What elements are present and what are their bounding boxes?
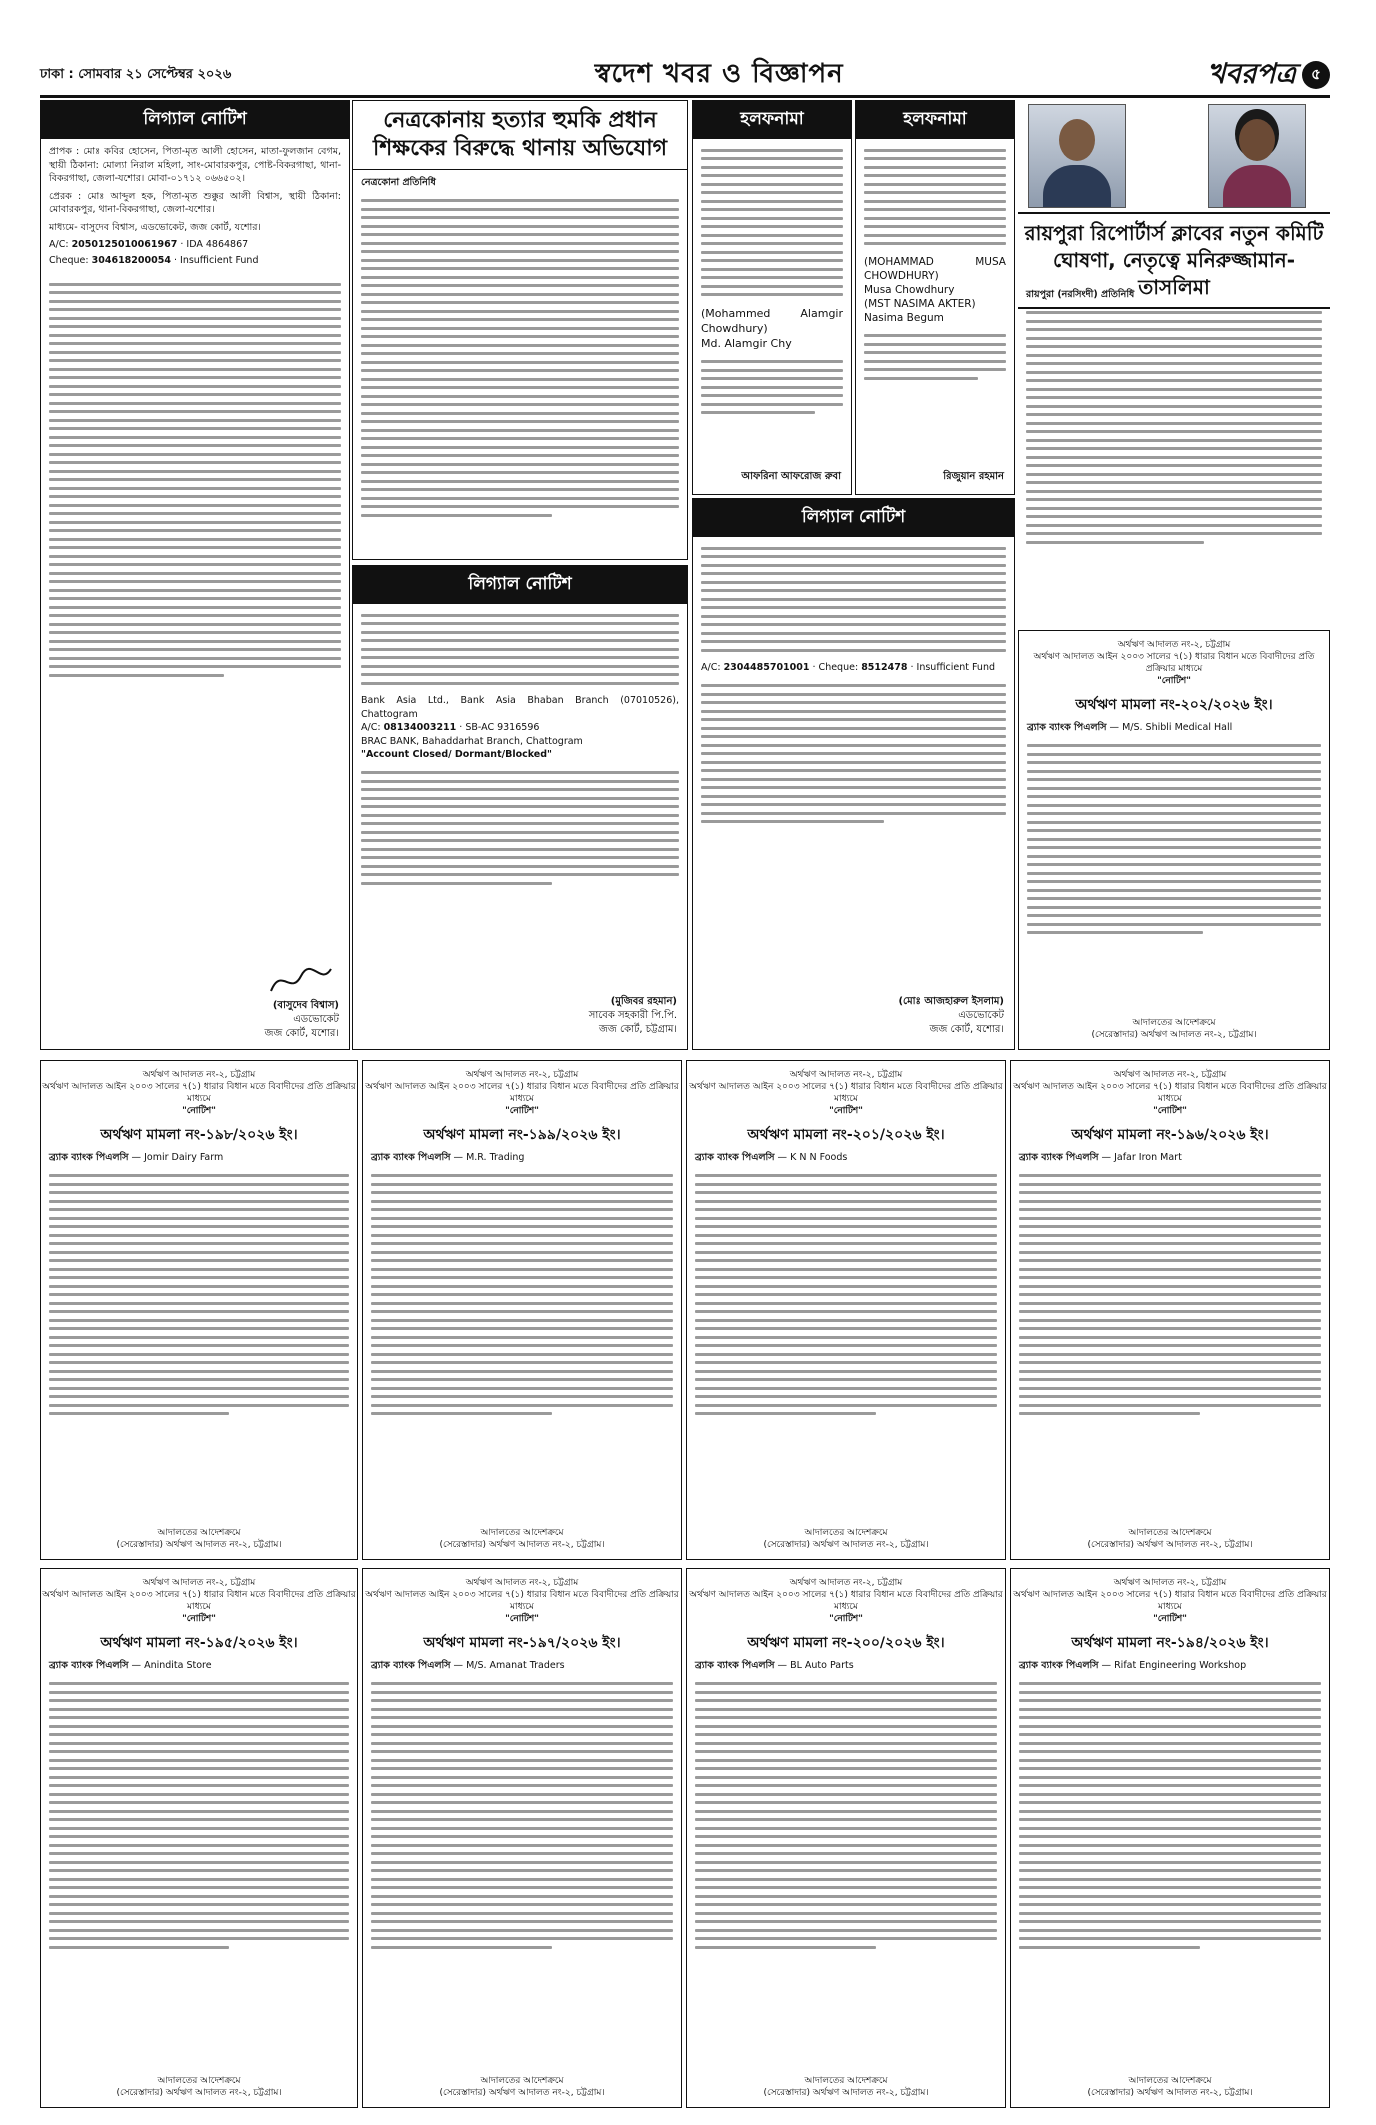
court-notice-case-8: অর্থঋণ আদালত নং-২, চট্টগ্রাম অর্থঋণ আদালত আইন ২০০৩ সালের ৭(১) ধারার বিধান মতে বিবাদীদের প্রতি প্রক্রিয়ার মাধ্যমে "নোটিশ" অর্থঋণ মামলা নং-২০০/২০২৬ ইং। ব্র্যাক ব্যাংক পিএলসি — BL Auto Parts আদালতের আদেশক্রমে (সেরেস্তাদার) অর্থঋণ আদালত নং-২, চট্টগ্রাম। (686, 1568, 1006, 2108)
bank-name-2: BRAC BANK, Bahaddarhat Branch, Chattogram (361, 735, 583, 747)
court-notice-label: "নোটিশ" (829, 1614, 863, 1624)
case-text-lines (1011, 1673, 1329, 1959)
court-name: অর্থঋণ আদালত নং-২, চট্টগ্রাম (1113, 1070, 1227, 1080)
case-plaintiff: ব্র্যাক ব্যাংক পিএলসি (1019, 1660, 1099, 1671)
case-defendant: Jafar Iron Mart (1114, 1152, 1182, 1163)
signatory-court: জজ কোর্ট, চট্টগ্রাম। (598, 1024, 677, 1035)
court-order: আদালতের আদেশক্রমে (804, 2076, 888, 2086)
affidavit-names (693, 306, 851, 351)
signatory-name: (মোঃ আজহারুল ইসলাম) (898, 996, 1004, 1007)
case-defendant: BL Auto Parts (790, 1660, 854, 1671)
court-notice-label: "নোটিশ" (1157, 676, 1191, 686)
affidavit-name-1: (Mohammed Alamgir Chowdhury) (701, 306, 843, 335)
court-notice-label: "নোটিশ" (1153, 1106, 1187, 1116)
court-name: অর্থঋণ আদালত নং-২, চট্টগ্রাম (465, 1578, 579, 1588)
court-order: আদালতের আদেশক্রমে (1128, 2076, 1212, 2086)
case-plaintiff: ব্র্যাক ব্যাংক পিএলসি (695, 1152, 775, 1163)
notice-body: প্রাপক : মোঃ কবির হোসেন, পিতা-মৃত আলী হোসেন, মাতা-ফুলজান বেগম, স্থায়ী ঠিকানা: মোল্যা নিরাল মহিলা, সাং-মোবারকপুর, পোষ্ট-বিকরগাছা, থানা-বিকরগাছা, জেলা-যশোর। মোবা-০১৭১২ ০৬৬৫০২। প্রেরক : মোঃ আব্দুল হক, পিতা-মৃত শুক্কুর আলী বিশ্বাস, স্থায়ী ঠিকানা: মোবারকপুর, থানা-বিকরগাছা, জেলা-যশোর। মাধ্যমে- বাসুদেব বিশ্বাস, এডভোকেট, জজ কোর্ট, যশোর। A/C: 2050125010061967 · IDA 4864867 Cheque: 304618200054 · Insufficient Fund (49, 146, 341, 266)
court-law: অর্থঋণ আদালত আইন ২০০৩ সালের ৭(১) ধারার বিধান মতে বিবাদীদের প্রতি প্রক্রিয়ার মাধ্যমে (365, 1082, 679, 1104)
court-name: অর্থঋণ আদালত নং-২, চট্টগ্রাম (465, 1070, 579, 1080)
bounce-reason: "Account Closed/ Dormant/Blocked" (361, 749, 552, 760)
affidavit-header: হলফনামা (856, 101, 1014, 139)
photo-secretary (1208, 104, 1306, 208)
court-notice-case-7: অর্থঋণ আদালত নং-২, চট্টগ্রাম অর্থঋণ আদালত আইন ২০০৩ সালের ৭(১) ধারার বিধান মতে বিবাদীদের প্রতি প্রক্রিয়ার মাধ্যমে "নোটিশ" অর্থঋণ মামলা নং-১৯৭/২০২৬ ইং। ব্র্যাক ব্যাংক পিএলসি — M/S. Amanat Traders আদালতের আদেশক্রমে (সেরেস্তাদার) অর্থঋণ আদালত নং-২, চট্টগ্রাম। (362, 1568, 682, 2108)
court-order: আদালতের আদেশক্রমে (1132, 1018, 1216, 1028)
court-order: আদালতের আদেশক্রমে (157, 1528, 241, 1538)
legal-notice-3 (692, 498, 1015, 1050)
court-order: আদালতের আদেশক্রমে (157, 2076, 241, 2086)
notice-header: লিগ্যাল নোটিশ (353, 566, 687, 604)
court-name: অর্থঋণ আদালত নং-২, চট্টগ্রাম (142, 1578, 256, 1588)
case-title: অর্থঋণ মামলা নং-১৯৯/২০২৬ ইং। (423, 1127, 621, 1143)
notice-text-lines (41, 273, 349, 686)
affidavit-text-lines (856, 139, 1014, 255)
court-name: অর্থঋণ আদালত নং-২, চট্টগ্রাম (1117, 640, 1231, 650)
court-law: অর্থঋণ আদালত আইন ২০০৩ সালের ৭(১) ধারার বিধান মতে বিবাদীদের প্রতি প্রক্রিয়ার মাধ্যমে (42, 1590, 356, 1612)
court-notice-case-1: অর্থঋণ আদালত নং-২, চট্টগ্রাম অর্থঋণ আদালত আইন ২০০৩ সালের ৭(১) ধারার বিধান মতে বিবাদীদের প্রতি প্রক্রিয়ার মাধ্যমে "নোটিশ" অর্থঋণ মামলা নং-২০২/২০২৬ ইং। ব্র্যাক ব্যাংক পিএলসি — M/S. Shibli Medical Hall আদালতের আদেশক্রমে (সেরেস্তাদার) অর্থঋণ আদালত নং-২, চট্টগ্রাম। (1018, 630, 1330, 1050)
news-raipura (1018, 100, 1330, 625)
notice-via: মাধ্যমে- বাসুদেব বিশ্বাস, এডভোকেট, জজ কোর্ট, যশোর। (49, 221, 261, 233)
case-text-lines (687, 1673, 1005, 1959)
legal-notice-1 (40, 100, 350, 1050)
court-clerk: (সেরেস্তাদার) অর্থঋণ আদালত নং-২, চট্টগ্রাম। (1091, 1030, 1257, 1040)
legal-notice-2 (352, 565, 688, 1050)
affidavit-signatory: রিজুয়ান রহমান (943, 471, 1004, 482)
court-notice-label: "নোটিশ" (1153, 1614, 1187, 1624)
court-notice-label: "নোটিশ" (182, 1106, 216, 1116)
page-number: ৫ (1302, 61, 1330, 89)
affidavit-name-2: Md. Alamgir Chy (701, 336, 792, 350)
news-text-lines (1018, 302, 1330, 554)
court-notice-case-3: অর্থঋণ আদালত নং-২, চট্টগ্রাম অর্থঋণ আদালত আইন ২০০৩ সালের ৭(১) ধারার বিধান মতে বিবাদীদের প্রতি প্রক্রিয়ার মাধ্যমে "নোটিশ" অর্থঋণ মামলা নং-১৯৯/২০২৬ ইং। ব্র্যাক ব্যাংক পিএলসি — M.R. Trading আদালতের আদেশক্রমে (সেরেস্তাদার) অর্থঋণ আদালত নং-২, চট্টগ্রাম। (362, 1060, 682, 1560)
affidavit-name-3: (MST NASIMA AKTER) (864, 297, 976, 310)
court-law: অর্থঋণ আদালত আইন ২০০৩ সালের ৭(১) ধারার বিধান মতে বিবাদীদের প্রতি প্রক্রিয়ার মাধ্যমে (1033, 652, 1315, 674)
account-number: 08134003211 (383, 722, 457, 733)
court-law: অর্থঋণ আদালত আইন ২০০৩ সালের ৭(১) ধারার বিধান মতে বিবাদীদের প্রতি প্রক্রিয়ার মাধ্যমে (365, 1590, 679, 1612)
affidavit-1 (692, 100, 852, 495)
bounce-reason: Insufficient Fund (916, 662, 995, 673)
court-notice-label: "নোটিশ" (829, 1106, 863, 1116)
court-clerk: (সেরেস্তাদার) অর্থঋণ আদালত নং-২, চট্টগ্রাম। (763, 2088, 929, 2098)
news-byline: রায়পুরা (নরসিংদী) প্রতিনিধি (1026, 289, 1135, 300)
logo-text: খবরপত্র (1207, 56, 1296, 90)
court-name: অর্থঋণ আদালত নং-২, চট্টগ্রাম (789, 1578, 903, 1588)
cheque-number: 8512478 (861, 662, 908, 673)
case-title: অর্থঋণ মামলা নং-২০২/২০২৬ ইং। (1075, 697, 1273, 713)
notice-text-lines (693, 537, 1014, 661)
court-notice-case-5: অর্থঋণ আদালত নং-২, চট্টগ্রাম অর্থঋণ আদালত আইন ২০০৩ সালের ৭(১) ধারার বিধান মতে বিবাদীদের প্রতি প্রক্রিয়ার মাধ্যমে "নোটিশ" অর্থঋণ মামলা নং-১৯৬/২০২৬ ইং। ব্র্যাক ব্যাংক পিএলসি — Jafar Iron Mart আদালতের আদেশক্রমে (সেরেস্তাদার) অর্থঋণ আদালত নং-২, চট্টগ্রাম। (1010, 1060, 1330, 1560)
notice-text-lines-2 (693, 675, 1014, 833)
court-clerk: (সেরেস্তাদার) অর্থঋণ আদালত নং-২, চট্টগ্রাম। (1087, 1540, 1253, 1550)
court-notice-label: "নোটিশ" (505, 1106, 539, 1116)
case-plaintiff: ব্র্যাক ব্যাংক পিএলসি (371, 1152, 451, 1163)
case-plaintiff: ব্র্যাক ব্যাংক পিএলসি (49, 1152, 129, 1163)
notice-text-lines (353, 604, 687, 694)
cheque-number: 304618200054 (91, 254, 171, 266)
notice-bank-details: A/C: 2304485701001 · Cheque: 8512478 · Insufficient Fund (701, 662, 995, 673)
case-text-lines (1019, 735, 1329, 944)
court-clerk: (সেরেস্তাদার) অর্থঋণ আদালত নং-২, চট্টগ্রাম। (116, 2088, 282, 2098)
case-defendant: M/S. Shibli Medical Hall (1122, 722, 1233, 733)
court-name: অর্থঋণ আদালত নং-২, চট্টগ্রাম (789, 1070, 903, 1080)
photo-president (1028, 104, 1126, 208)
news-byline: নেত্রকোনা প্রতিনিধি (361, 177, 436, 188)
court-law: অর্থঋণ আদালত আইন ২০০৩ সালের ৭(১) ধারার বিধান মতে বিবাদীদের প্রতি প্রক্রিয়ার মাধ্যমে (1013, 1082, 1327, 1104)
issue-date: ঢাকা : সোমবার ২১ সেপ্টেম্বর ২০২৬ (40, 66, 232, 82)
case-title: অর্থঋণ মামলা নং-২০০/২০২৬ ইং। (747, 1635, 945, 1651)
news-text-lines (353, 190, 687, 527)
affidavit-names (856, 255, 1014, 325)
court-clerk: (সেরেস্তাদার) অর্থঋণ আদালত নং-২, চট্টগ্রাম। (439, 2088, 605, 2098)
case-text-lines (363, 1673, 681, 1959)
court-name: অর্থঋণ আদালত নং-২, চট্টগ্রাম (142, 1070, 256, 1080)
court-notice-case-9: অর্থঋণ আদালত নং-২, চট্টগ্রাম অর্থঋণ আদালত আইন ২০০৩ সালের ৭(১) ধারার বিধান মতে বিবাদীদের প্রতি প্রক্রিয়ার মাধ্যমে "নোটিশ" অর্থঋণ মামলা নং-১৯৪/২০২৬ ইং। ব্র্যাক ব্যাংক পিএলসি — Rifat Engineering Workshop আদালতের আদেশক্রমে (সেরেস্তাদার) অর্থঋণ আদালত নং-২, চট্টগ্রাম। (1010, 1568, 1330, 2108)
case-title: অর্থঋণ মামলা নং-১৯৭/২০২৬ ইং। (423, 1635, 621, 1651)
court-notice-case-2: অর্থঋণ আদালত নং-২, চট্টগ্রাম অর্থঋণ আদালত আইন ২০০৩ সালের ৭(১) ধারার বিধান মতে বিবাদীদের প্রতি প্রক্রিয়ার মাধ্যমে "নোটিশ" অর্থঋণ মামলা নং-১৯৮/২০২৬ ইং। ব্র্যাক ব্যাংক পিএলসি — Jomir Dairy Farm আদালতের আদেশক্রমে (সেরেস্তাদার) অর্থঋণ আদালত নং-২, চট্টগ্রাম। (40, 1060, 358, 1560)
case-defendant: M.R. Trading (466, 1152, 525, 1163)
section-title: স্বদেশ খবর ও বিজ্ঞাপন (594, 59, 844, 89)
affidavit-2 (855, 100, 1015, 495)
affidavit-header: হলফনামা (693, 101, 851, 139)
notice-header: লিগ্যাল নোটিশ (693, 499, 1014, 537)
case-title: অর্থঋণ মামলা নং-২০১/২০২৬ ইং। (747, 1127, 945, 1143)
ref-number: IDA 4864867 (186, 239, 249, 250)
signatory-court: জজ কোর্ট, যশোর। (929, 1024, 1004, 1035)
masthead (40, 55, 1330, 98)
cheque-number: SB-AC 9316596 (465, 722, 540, 733)
notice-bank-details: Bank Asia Ltd., Bank Asia Bhaban Branch (07010526), Chattogram A/C: 08134003211 · SB-AC 9316596 BRAC BANK, Bahaddarhat Branch, Chattogram "Account Closed/ Dormant/Blocked" (361, 695, 679, 760)
notice-sender: প্রেরক : মোঃ আব্দুল হক, পিতা-মৃত শুক্কুর আলী বিশ্বাস, স্থায়ী ঠিকানা: মোবারকপুর, থানা-বিকরগাছা, জেলা-যশোর। (49, 190, 341, 215)
case-text-lines (41, 1165, 357, 1425)
court-notice-label: "নোটিশ" (505, 1614, 539, 1624)
case-text-lines (1011, 1165, 1329, 1425)
court-clerk: (সেরেস্তাদার) অর্থঋণ আদালত নং-২, চট্টগ্রাম। (116, 1540, 282, 1550)
court-notice-label: "নোটিশ" (182, 1614, 216, 1624)
affidavit-text-lines (693, 139, 851, 306)
signatory-court: জজ কোর্ট, যশোর। (264, 1028, 339, 1039)
signatory-role: সাবেক সহকারী পি.পি. (588, 1010, 677, 1021)
bounce-reason: Insufficient Fund (180, 254, 259, 266)
case-defendant: K N N Foods (790, 1152, 848, 1163)
court-order: আদালতের আদেশক্রমে (804, 1528, 888, 1538)
affidavit-name-1: (MOHAMMAD MUSA CHOWDHURY) (864, 255, 1006, 282)
case-title: অর্থঋণ মামলা নং-১৯৮/২০২৬ ইং। (100, 1127, 298, 1143)
case-text-lines (363, 1165, 681, 1425)
signatory-name: (মুজিবর রহমান) (610, 996, 677, 1007)
case-title: অর্থঋণ মামলা নং-১৯৫/২০২৬ ইং। (100, 1635, 298, 1651)
signatory-name: (বাসুদেব বিশ্বাস) (272, 1000, 339, 1011)
court-law: অর্থঋণ আদালত আইন ২০০৩ সালের ৭(১) ধারার বিধান মতে বিবাদীদের প্রতি প্রক্রিয়ার মাধ্যমে (689, 1590, 1003, 1612)
court-notice-case-4: অর্থঋণ আদালত নং-২, চট্টগ্রাম অর্থঋণ আদালত আইন ২০০৩ সালের ৭(১) ধারার বিধান মতে বিবাদীদের প্রতি প্রক্রিয়ার মাধ্যমে "নোটিশ" অর্থঋণ মামলা নং-২০১/২০২৬ ইং। ব্র্যাক ব্যাংক পিএলসি — K N N Foods আদালতের আদেশক্রমে (সেরেস্তাদার) অর্থঋণ আদালত নং-২, চট্টগ্রাম। (686, 1060, 1006, 1560)
notice-recipient: প্রাপক : মোঃ কবির হোসেন, পিতা-মৃত আলী হোসেন, মাতা-ফুলজান বেগম, স্থায়ী ঠিকানা: মোল্যা নিরাল মহিলা, সাং-মোবারকপুর, পোষ্ট-বিকরগাছা, থানা-বিকরগাছা, জেলা-যশোর। মোবা-০১৭১২ ০৬৬৫০২। (49, 146, 341, 184)
notice-header: লিগ্যাল নোটিশ (41, 101, 349, 139)
court-order: আদালতের আদেশক্রমে (480, 1528, 564, 1538)
court-notice-case-6: অর্থঋণ আদালত নং-২, চট্টগ্রাম অর্থঋণ আদালত আইন ২০০৩ সালের ৭(১) ধারার বিধান মতে বিবাদীদের প্রতি প্রক্রিয়ার মাধ্যমে "নোটিশ" অর্থঋণ মামলা নং-১৯৫/২০২৬ ইং। ব্র্যাক ব্যাংক পিএলসি — Anindita Store আদালতের আদেশক্রমে (সেরেস্তাদার) অর্থঋণ আদালত নং-২, চট্টগ্রাম। (40, 1568, 358, 2108)
court-order: আদালতের আদেশক্রমে (480, 2076, 564, 2086)
signature-mark (266, 961, 336, 1001)
court-clerk: (সেরেস্তাদার) অর্থঋণ আদালত নং-২, চট্টগ্রাম। (1087, 2088, 1253, 2098)
case-plaintiff: ব্র্যাক ব্যাংক পিএলসি (1027, 722, 1107, 733)
case-plaintiff: ব্র্যাক ব্যাংক পিএলসি (1019, 1152, 1099, 1163)
case-defendant: Anindita Store (144, 1660, 212, 1671)
notice-text-lines-2 (353, 762, 687, 895)
case-text-lines (687, 1165, 1005, 1425)
case-text-lines (41, 1673, 357, 1959)
court-clerk: (সেরেস্তাদার) অর্থঋণ আদালত নং-২, চট্টগ্রাম। (439, 1540, 605, 1550)
court-law: অর্থঋণ আদালত আইন ২০০৩ সালের ৭(১) ধারার বিধান মতে বিবাদীদের প্রতি প্রক্রিয়ার মাধ্যমে (689, 1082, 1003, 1104)
court-clerk: (সেরেস্তাদার) অর্থঋণ আদালত নং-২, চট্টগ্রাম। (763, 1540, 929, 1550)
case-defendant: Rifat Engineering Workshop (1114, 1660, 1247, 1671)
affidavit-signatory: আফরিনা আফরোজ রুবা (741, 471, 841, 482)
bank-name: Bank Asia Ltd., Bank Asia Bhaban Branch (07010526), Chattogram (361, 695, 679, 720)
signatory-role: এডভোকেট (293, 1014, 339, 1025)
court-law: অর্থঋণ আদালত আইন ২০০৩ সালের ৭(১) ধারার বিধান মতে বিবাদীদের প্রতি প্রক্রিয়ার মাধ্যমে (42, 1082, 356, 1104)
account-number: 2050125010061967 (71, 239, 178, 250)
case-defendant: Jomir Dairy Farm (144, 1152, 224, 1163)
court-law: অর্থঋণ আদালত আইন ২০০৩ সালের ৭(১) ধারার বিধান মতে বিবাদীদের প্রতি প্রক্রিয়ার মাধ্যমে (1013, 1590, 1327, 1612)
signatory-role: এডভোকেট (958, 1010, 1004, 1021)
news-headline: নেত্রকোনায় হত্যার হুমকি প্রধান শিক্ষকের বিরুদ্ধে থানায় অভিযোগ (353, 101, 687, 170)
case-defendant: M/S. Amanat Traders (466, 1660, 565, 1671)
affidavit-name-2: Musa Chowdhury (864, 283, 955, 296)
case-plaintiff: ব্র্যাক ব্যাংক পিএলসি (49, 1660, 129, 1671)
case-plaintiff: ব্র্যাক ব্যাংক পিএলসি (695, 1660, 775, 1671)
newspaper-logo (1207, 52, 1330, 99)
case-plaintiff: ব্র্যাক ব্যাংক পিএলসি (371, 1660, 451, 1671)
case-title: অর্থঋণ মামলা নং-১৯৪/২০২৬ ইং। (1071, 1635, 1269, 1651)
affidavit-name-4: Nasima Begum (864, 311, 944, 324)
news-headline: রায়পুরা রিপোর্টার্স ক্লাবের নতুন কমিটি ঘোষণা, নেতৃত্বে মনিরুজ্জামান-তাসলিমা (1018, 212, 1330, 309)
account-number: 2304485701001 (723, 662, 810, 673)
case-title: অর্থঋণ মামলা নং-১৯৬/২০২৬ ইং। (1071, 1127, 1269, 1143)
court-order: আদালতের আদেশক্রমে (1128, 1528, 1212, 1538)
court-name: অর্থঋণ আদালত নং-২, চট্টগ্রাম (1113, 1578, 1227, 1588)
news-netrokona (352, 100, 688, 560)
